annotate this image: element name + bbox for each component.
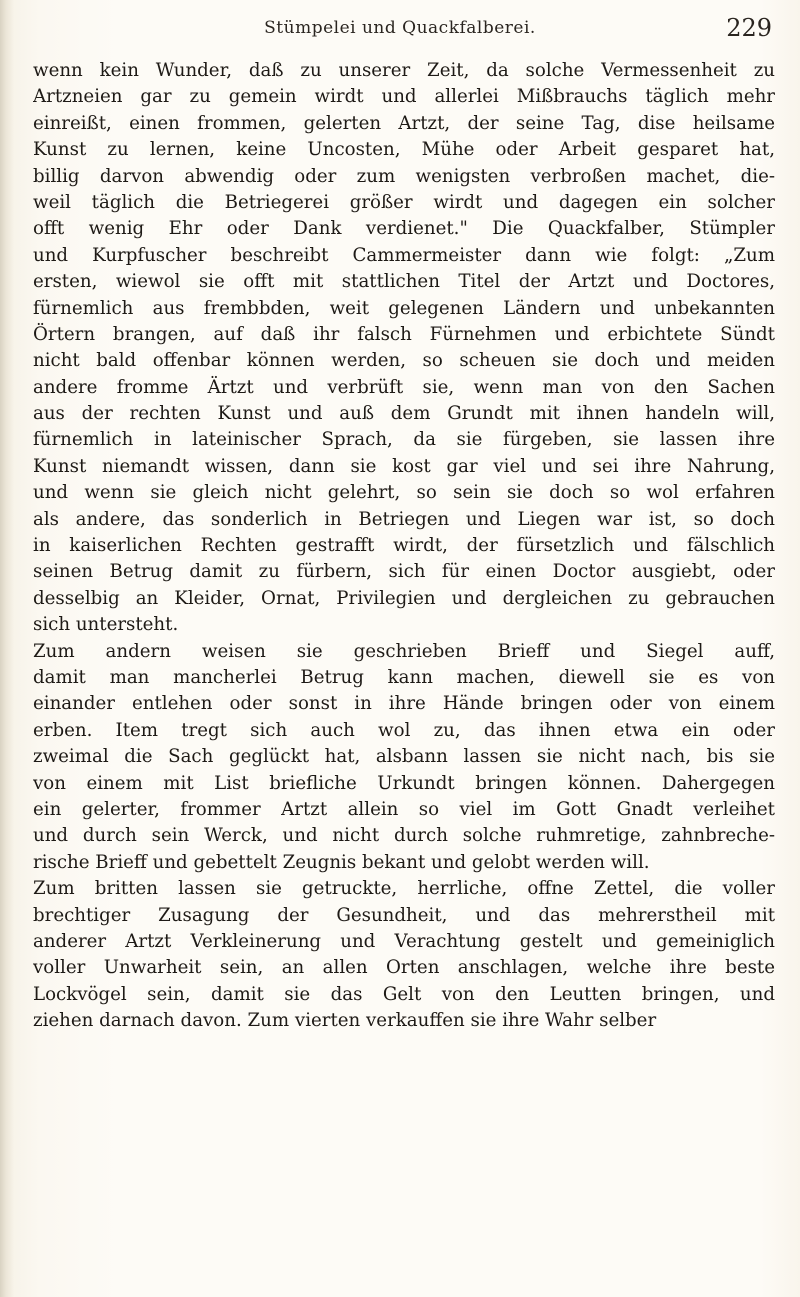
text-line: rische Brieff und gebettelt Zeugnis bekant und gelobt werden will. bbox=[33, 851, 650, 873]
text-line: ein gelerter, frommer Artzt allein so viel im Gott Gnadt verleihet bbox=[33, 798, 775, 820]
text-line: offt wenig Ehr oder Dank verdienet." Die Quackfalber, Stümpler bbox=[33, 218, 775, 240]
text-line: Örtern brangen, auf daß ihr falsch Fürnehmen und erbichtete Sündt bbox=[33, 323, 775, 345]
text-line: damit man mancherlei Betrug kann machen, diewell sie es von bbox=[33, 666, 775, 688]
text-line: Zum andern weisen sie geschrieben Brieff und Siegel auff, bbox=[33, 640, 775, 662]
text-line: Lockvögel sein, damit sie das Gelt von den Leutten bringen, und bbox=[33, 983, 775, 1005]
text-line: fürnemlich aus frembbden, weit gelegenen Ländern und unbekannten bbox=[33, 297, 775, 319]
body-text bbox=[33, 58, 775, 1034]
text-line: Zum britten lassen sie getruckte, herrliche, offne Zettel, die voller bbox=[33, 878, 775, 900]
text-line: desselbig an Kleider, Ornat, Privilegien und dergleichen zu gebrauchen bbox=[33, 587, 775, 609]
running-title: Stümpelei und Quackfalberei. bbox=[264, 18, 536, 38]
text-line: brechtiger Zusagung der Gesundheit, und das mehrerstheil mit bbox=[33, 904, 775, 926]
text-line: ziehen darnach davon. Zum vierten verkauffen sie ihre Wahr selber bbox=[33, 1010, 657, 1032]
page-number: 229 bbox=[726, 14, 772, 42]
binding-gutter bbox=[0, 0, 14, 1297]
text-line: aus der rechten Kunst und auß dem Grundt mit ihnen handeln will, bbox=[33, 403, 775, 425]
text-line: einander entlehen oder sonst in ihre Hände bringen oder von einem bbox=[33, 693, 775, 715]
text-line: von einem mit List briefliche Urkundt bringen können. Dahergegen bbox=[33, 772, 775, 794]
text-line: anderer Artzt Verkleinerung und Verachtung gestelt und gemeiniglich bbox=[33, 930, 775, 952]
text-line: als andere, das sonderlich in Betriegen und Liegen war ist, so doch bbox=[33, 508, 775, 530]
text-line: Kunst niemandt wissen, dann sie kost gar viel und sei ihre Nahrung, bbox=[33, 455, 775, 477]
text-line: sich untersteht. bbox=[33, 614, 179, 636]
text-line: nicht bald offenbar können werden, so scheuen sie doch und meiden bbox=[33, 350, 775, 372]
text-line: Kunst zu lernen, keine Uncosten, Mühe oder Arbeit gesparet hat, bbox=[33, 139, 775, 161]
text-line: andere fromme Ärtzt und verbrüft sie, wenn man von den Sachen bbox=[33, 376, 775, 398]
text-line: zweimal die Sach geglückt hat, alsbann lassen sie nicht nach, bis sie bbox=[33, 746, 775, 768]
text-line: und durch sein Werck, und nicht durch solche ruhmretige, zahnbreche- bbox=[33, 825, 775, 847]
text-line: seinen Betrug damit zu fürbern, sich für einen Doctor ausgiebt, oder bbox=[33, 561, 775, 583]
running-header bbox=[0, 12, 800, 46]
text-line: und wenn sie gleich nicht gelehrt, so sein sie doch so wol erfahren bbox=[33, 482, 775, 504]
text-line: wenn kein Wunder, daß zu unserer Zeit, da solche Vermessenheit zu bbox=[33, 60, 775, 81]
text-line: weil täglich die Betriegerei größer wirdt und dagegen ein solcher bbox=[33, 191, 775, 213]
text-line: in kaiserlichen Rechten gestrafft wirdt, der fürsetzlich und fälschlich bbox=[33, 535, 775, 557]
text-line: ersten, wiewol sie offt mit stattlichen Titel der Artzt und Doctores, bbox=[33, 271, 775, 293]
text-line: und Kurpfuscher beschreibt Cammermeister dann wie folgt: „Zum bbox=[33, 244, 775, 266]
text-line: erben. Item tregt sich auch wol zu, das ihnen etwa ein oder bbox=[33, 719, 775, 741]
text-line: voller Unwarheit sein, an allen Orten anschlagen, welche ihre beste bbox=[33, 957, 775, 979]
text-line: fürnemlich in lateinischer Sprach, da sie fürgeben, sie lassen ihre bbox=[33, 429, 775, 451]
text-line: einreißt, einen frommen, gelerten Artzt, der seine Tag, dise heilsame bbox=[33, 112, 775, 134]
text-line: Artzneien gar zu gemein wirdt und allerlei Mißbrauchs täglich mehr bbox=[33, 86, 775, 108]
text-line: billig darvon abwendig oder zum wenigsten verbroßen machet, die- bbox=[33, 165, 775, 187]
